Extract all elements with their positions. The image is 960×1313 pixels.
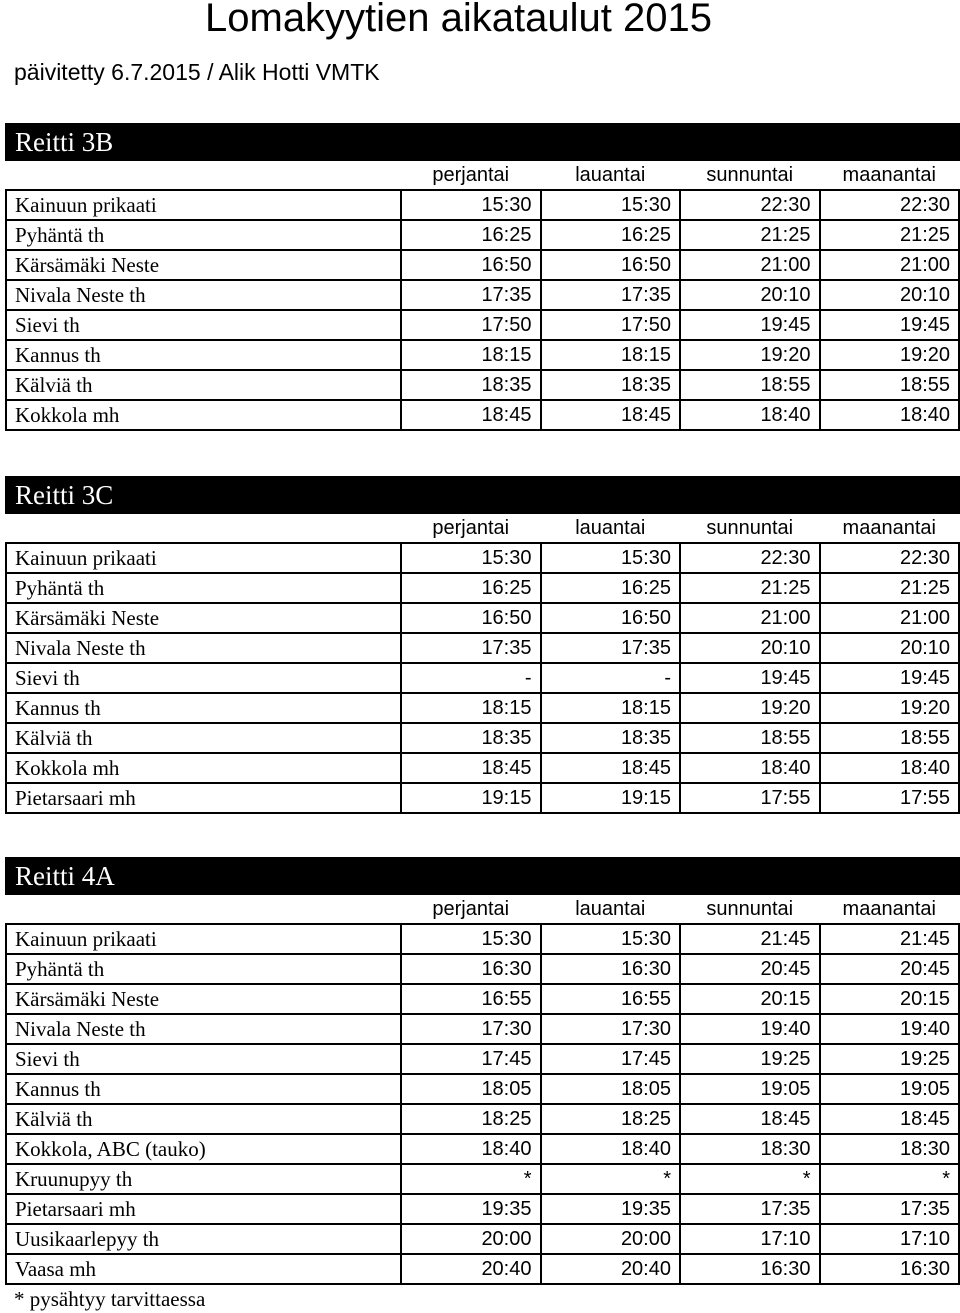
departure-time: 16:25 <box>401 220 541 250</box>
table-row <box>6 280 959 310</box>
route-title: Reitti 3C <box>6 477 959 513</box>
departure-time: 20:00 <box>541 1224 681 1254</box>
departure-time: 15:30 <box>401 924 541 954</box>
route-title-row <box>6 858 959 894</box>
departure-time: 20:45 <box>820 954 960 984</box>
departure-time: 19:20 <box>820 340 960 370</box>
table-row <box>6 954 959 984</box>
departure-time: 20:10 <box>820 633 960 663</box>
day-header: sunnuntai <box>680 894 820 924</box>
departure-time: 16:25 <box>401 573 541 603</box>
departure-time: 19:05 <box>820 1074 960 1104</box>
departure-time: 15:30 <box>541 543 681 573</box>
table-row <box>6 1134 959 1164</box>
day-header-row <box>6 160 959 190</box>
departure-time: 16:50 <box>541 603 681 633</box>
table-row <box>6 250 959 280</box>
day-header: lauantai <box>541 894 681 924</box>
stop-name: Kannus th <box>6 693 401 723</box>
route-table-4a <box>5 857 960 1313</box>
departure-time: 16:55 <box>401 984 541 1014</box>
departure-time: 15:30 <box>541 190 681 220</box>
header-spacer <box>6 513 401 543</box>
stop-name: Kälviä th <box>6 1104 401 1134</box>
page-title: Lomakyytien aikataulut 2015 <box>205 0 712 40</box>
table-row <box>6 633 959 663</box>
departure-time: 16:50 <box>541 250 681 280</box>
stop-name: Kannus th <box>6 1074 401 1104</box>
departure-time: 18:25 <box>541 1104 681 1134</box>
day-header: maanantai <box>820 160 960 190</box>
stop-name: Sievi th <box>6 1044 401 1074</box>
departure-time: 19:15 <box>401 783 541 813</box>
stop-name: Kainuun prikaati <box>6 924 401 954</box>
departure-time: 19:40 <box>680 1014 820 1044</box>
departure-time: 19:40 <box>820 1014 960 1044</box>
departure-time: 18:35 <box>541 370 681 400</box>
departure-time: 20:00 <box>401 1224 541 1254</box>
stop-name: Nivala Neste th <box>6 1014 401 1044</box>
table-row <box>6 783 959 813</box>
day-header: maanantai <box>820 513 960 543</box>
day-header: lauantai <box>541 160 681 190</box>
stop-name: Kannus th <box>6 340 401 370</box>
table-row <box>6 1254 959 1284</box>
departure-time: 16:25 <box>541 220 681 250</box>
departure-time: 20:10 <box>680 280 820 310</box>
stop-name: Kainuun prikaati <box>6 190 401 220</box>
departure-time: 20:40 <box>401 1254 541 1284</box>
departure-time: 19:05 <box>680 1074 820 1104</box>
route-title-row <box>6 477 959 513</box>
departure-time: 20:10 <box>680 633 820 663</box>
departure-time: 17:10 <box>820 1224 960 1254</box>
departure-time: 18:40 <box>820 400 960 430</box>
table-row <box>6 190 959 220</box>
departure-time: * <box>820 1164 960 1194</box>
departure-time: 17:50 <box>541 310 681 340</box>
departure-time: 18:30 <box>820 1134 960 1164</box>
table-row <box>6 1074 959 1104</box>
departure-time: 18:55 <box>820 723 960 753</box>
table-row <box>6 340 959 370</box>
departure-time: 18:45 <box>401 400 541 430</box>
stop-name: Pyhäntä th <box>6 220 401 250</box>
stop-name: Kruunupyy th <box>6 1164 401 1194</box>
departure-time: 21:25 <box>820 573 960 603</box>
departure-time: 19:20 <box>680 340 820 370</box>
table-row <box>6 400 959 430</box>
stop-name: Pyhäntä th <box>6 954 401 984</box>
departure-time: 18:55 <box>820 370 960 400</box>
departure-time: 16:25 <box>541 573 681 603</box>
table-row <box>6 1104 959 1134</box>
departure-time: 18:45 <box>541 400 681 430</box>
departure-time: 18:05 <box>401 1074 541 1104</box>
route-title: Reitti 4A <box>6 858 959 894</box>
departure-time: 21:25 <box>680 573 820 603</box>
departure-time: 20:15 <box>820 984 960 1014</box>
departure-time: 19:45 <box>680 310 820 340</box>
departure-time: 18:40 <box>680 753 820 783</box>
departure-time: 19:45 <box>820 663 960 693</box>
table-row <box>6 603 959 633</box>
departure-time: 16:30 <box>820 1254 960 1284</box>
departure-time: 18:40 <box>680 400 820 430</box>
departure-time: * <box>541 1164 681 1194</box>
departure-time: 17:35 <box>401 633 541 663</box>
departure-time: 17:30 <box>541 1014 681 1044</box>
departure-time: - <box>401 663 541 693</box>
departure-time: 18:30 <box>680 1134 820 1164</box>
stop-name: Kokkola, ABC (tauko) <box>6 1134 401 1164</box>
table-row <box>6 370 959 400</box>
table-row <box>6 573 959 603</box>
stop-name: Nivala Neste th <box>6 280 401 310</box>
departure-time: 19:25 <box>680 1044 820 1074</box>
table-row <box>6 1224 959 1254</box>
departure-time: 18:40 <box>541 1134 681 1164</box>
table-row <box>6 543 959 573</box>
stop-name: Kälviä th <box>6 723 401 753</box>
departure-time: 18:35 <box>401 723 541 753</box>
table-row <box>6 924 959 954</box>
stop-name: Kärsämäki Neste <box>6 250 401 280</box>
departure-time: 19:25 <box>820 1044 960 1074</box>
stop-name: Nivala Neste th <box>6 633 401 663</box>
table-row <box>6 1164 959 1194</box>
departure-time: 18:45 <box>680 1104 820 1134</box>
departure-time: 17:45 <box>401 1044 541 1074</box>
departure-time: 22:30 <box>820 190 960 220</box>
departure-time: 22:30 <box>680 543 820 573</box>
departure-time: 19:20 <box>680 693 820 723</box>
departure-time: 21:00 <box>680 603 820 633</box>
departure-time: 18:40 <box>820 753 960 783</box>
departure-time: 22:30 <box>820 543 960 573</box>
table-row <box>6 310 959 340</box>
departure-time: * <box>401 1164 541 1194</box>
route-title-row <box>6 124 959 160</box>
departure-time: * <box>680 1164 820 1194</box>
departure-time: 18:40 <box>401 1134 541 1164</box>
header-spacer <box>6 160 401 190</box>
departure-time: 18:25 <box>401 1104 541 1134</box>
table-row <box>6 753 959 783</box>
departure-time: 18:15 <box>541 693 681 723</box>
departure-time: 16:30 <box>541 954 681 984</box>
table-row <box>6 693 959 723</box>
header-spacer <box>6 894 401 924</box>
stop-name: Pietarsaari mh <box>6 783 401 813</box>
stop-name: Kokkola mh <box>6 753 401 783</box>
day-header: lauantai <box>541 513 681 543</box>
departure-time: 17:55 <box>680 783 820 813</box>
departure-time: 19:45 <box>820 310 960 340</box>
departure-time: 21:25 <box>680 220 820 250</box>
departure-time: 18:45 <box>820 1104 960 1134</box>
departure-time: 19:20 <box>820 693 960 723</box>
table-row <box>6 1194 959 1224</box>
departure-time: 21:00 <box>820 603 960 633</box>
departure-time: 18:55 <box>680 370 820 400</box>
route-table-3c <box>5 476 960 814</box>
footnote: * pysähtyy tarvittaessa <box>6 1284 959 1313</box>
departure-time: 18:55 <box>680 723 820 753</box>
departure-time: 17:10 <box>680 1224 820 1254</box>
stop-name: Kainuun prikaati <box>6 543 401 573</box>
stop-name: Kärsämäki Neste <box>6 603 401 633</box>
departure-time: 20:45 <box>680 954 820 984</box>
departure-time: 21:00 <box>820 250 960 280</box>
departure-time: 21:45 <box>680 924 820 954</box>
departure-time: 21:25 <box>820 220 960 250</box>
day-header: sunnuntai <box>680 160 820 190</box>
departure-time: 19:15 <box>541 783 681 813</box>
stop-name: Kärsämäki Neste <box>6 984 401 1014</box>
table-row <box>6 1044 959 1074</box>
departure-time: - <box>541 663 681 693</box>
stop-name: Pietarsaari mh <box>6 1194 401 1224</box>
departure-time: 17:30 <box>401 1014 541 1044</box>
departure-time: 18:45 <box>401 753 541 783</box>
stop-name: Kälviä th <box>6 370 401 400</box>
departure-time: 20:10 <box>820 280 960 310</box>
day-header: sunnuntai <box>680 513 820 543</box>
departure-time: 16:30 <box>680 1254 820 1284</box>
departure-time: 17:55 <box>820 783 960 813</box>
departure-time: 18:35 <box>541 723 681 753</box>
departure-time: 18:15 <box>401 340 541 370</box>
update-note: päivitetty 6.7.2015 / Alik Hotti VMTK <box>14 59 380 85</box>
stop-name: Pyhäntä th <box>6 573 401 603</box>
departure-time: 17:35 <box>820 1194 960 1224</box>
departure-time: 20:15 <box>680 984 820 1014</box>
departure-time: 21:00 <box>680 250 820 280</box>
departure-time: 18:45 <box>541 753 681 783</box>
stop-name: Sievi th <box>6 663 401 693</box>
departure-time: 17:35 <box>541 280 681 310</box>
departure-time: 15:30 <box>401 190 541 220</box>
departure-time: 18:15 <box>401 693 541 723</box>
departure-time: 19:45 <box>680 663 820 693</box>
footnote-row <box>6 1284 959 1313</box>
day-header: perjantai <box>401 513 541 543</box>
stop-name: Kokkola mh <box>6 400 401 430</box>
stop-name: Sievi th <box>6 310 401 340</box>
departure-time: 16:50 <box>401 603 541 633</box>
departure-time: 17:35 <box>541 633 681 663</box>
table-row <box>6 984 959 1014</box>
table-row <box>6 723 959 753</box>
table-row <box>6 220 959 250</box>
departure-time: 16:50 <box>401 250 541 280</box>
stop-name: Uusikaarlepyy th <box>6 1224 401 1254</box>
departure-time: 17:50 <box>401 310 541 340</box>
departure-time: 15:30 <box>541 924 681 954</box>
departure-time: 19:35 <box>541 1194 681 1224</box>
table-row <box>6 1014 959 1044</box>
departure-time: 20:40 <box>541 1254 681 1284</box>
table-row <box>6 663 959 693</box>
departure-time: 15:30 <box>401 543 541 573</box>
departure-time: 21:45 <box>820 924 960 954</box>
departure-time: 22:30 <box>680 190 820 220</box>
day-header-row <box>6 513 959 543</box>
day-header: perjantai <box>401 160 541 190</box>
day-header: perjantai <box>401 894 541 924</box>
departure-time: 17:35 <box>401 280 541 310</box>
day-header-row <box>6 894 959 924</box>
departure-time: 16:30 <box>401 954 541 984</box>
departure-time: 17:35 <box>680 1194 820 1224</box>
departure-time: 18:35 <box>401 370 541 400</box>
departure-time: 18:05 <box>541 1074 681 1104</box>
departure-time: 19:35 <box>401 1194 541 1224</box>
departure-time: 18:15 <box>541 340 681 370</box>
route-title: Reitti 3B <box>6 124 959 160</box>
departure-time: 16:55 <box>541 984 681 1014</box>
departure-time: 17:45 <box>541 1044 681 1074</box>
route-table-3b <box>5 123 960 431</box>
stop-name: Vaasa mh <box>6 1254 401 1284</box>
day-header: maanantai <box>820 894 960 924</box>
